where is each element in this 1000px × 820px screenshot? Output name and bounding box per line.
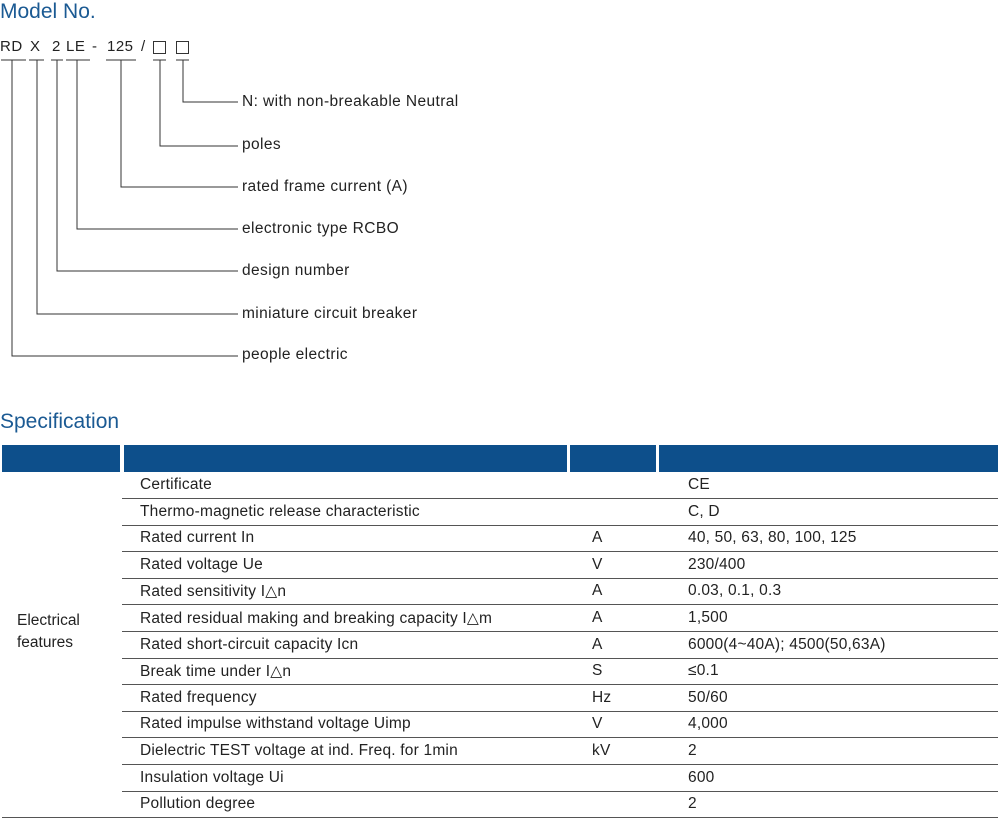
row-unit: kV: [592, 742, 611, 759]
row-unit: A: [592, 609, 603, 626]
row-value: ≤0.1: [688, 662, 719, 680]
legend-miniature: miniature circuit breaker: [242, 305, 418, 322]
header-cell: [124, 445, 567, 472]
model-heading: Model No.: [0, 0, 96, 23]
table-row: [122, 632, 998, 659]
row-item: Rated residual making and breaking capacity I△m: [140, 610, 493, 627]
group-label-line1: Electrical: [17, 612, 80, 629]
legend-neutral: N: with non-breakable Neutral: [242, 93, 459, 110]
table-row: [122, 552, 998, 579]
table-row: [122, 685, 998, 712]
row-item: Certificate: [140, 476, 212, 493]
legend-frame-current: rated frame current (A): [242, 178, 408, 195]
row-value: 6000(4~40A); 4500(50,63A): [688, 635, 886, 653]
header-cell: [570, 445, 656, 472]
code-2: 2: [52, 38, 61, 55]
table-row: [122, 578, 998, 605]
row-item: Dielectric TEST voltage at ind. Freq. for 1min: [140, 742, 458, 759]
table-row: [122, 791, 998, 818]
row-value: CE: [688, 476, 710, 493]
legend-design-number: design number: [242, 262, 350, 279]
table-body: [2, 472, 998, 819]
code-x: X: [30, 38, 41, 55]
table-row: [122, 605, 998, 632]
table-header: [2, 445, 998, 472]
code-slash: /: [141, 38, 146, 55]
row-value: C, D: [688, 502, 720, 520]
row-item: Rated frequency: [140, 688, 257, 706]
header-cell: [2, 445, 120, 472]
row-item: Thermo-magnetic release characteristic: [140, 502, 420, 520]
spec-heading: Specification: [0, 410, 120, 433]
legend-electronic-type: electronic type RCBO: [242, 220, 400, 237]
row-unit: A: [592, 582, 603, 600]
spec-table: [2, 445, 998, 819]
legend-people-electric: people electric: [242, 346, 348, 363]
row-value: 2: [688, 742, 697, 759]
row-item: Pollution degree: [140, 795, 256, 813]
row-value: 40, 50, 63, 80, 100, 125: [688, 529, 857, 547]
row-item: Rated short-circuit capacity Icn: [140, 635, 359, 653]
row-value: 0.03, 0.1, 0.3: [688, 582, 782, 600]
row-value: 2: [688, 795, 697, 813]
table-row: [122, 499, 998, 526]
row-unit: V: [592, 715, 603, 733]
row-unit: A: [592, 635, 603, 653]
row-unit: V: [592, 555, 603, 573]
code-le: LE: [66, 38, 86, 55]
row-value: 1,500: [688, 609, 728, 626]
table-row: [122, 658, 998, 685]
code-125: 125: [107, 38, 134, 55]
table-row: [122, 711, 998, 738]
code-dash: -: [92, 38, 98, 55]
row-unit: A: [592, 529, 603, 547]
code-rd: RD: [0, 38, 23, 55]
row-unit: Hz: [592, 688, 612, 706]
table-row: [122, 472, 998, 499]
group-label: [2, 610, 122, 654]
row-item: Rated impulse withstand voltage Uimp: [140, 715, 411, 733]
model-tree-lines: [0, 0, 1000, 380]
table-row: [122, 765, 998, 792]
legend-poles: poles: [242, 136, 282, 153]
row-item: Rated voltage Ue: [140, 555, 263, 573]
row-item: Break time under I△n: [140, 663, 292, 681]
row-value: 50/60: [688, 688, 728, 706]
row-item: Insulation voltage Ui: [140, 768, 284, 786]
table-row: [122, 738, 998, 765]
header-cell: [659, 445, 998, 472]
row-value: 600: [688, 768, 715, 786]
table-bottom-line: [2, 817, 998, 818]
table-row: [122, 525, 998, 552]
group-label-line2: features: [17, 634, 74, 651]
row-unit: S: [592, 662, 603, 680]
row-value: 230/400: [688, 555, 746, 573]
row-item: Rated current In: [140, 529, 255, 547]
row-item: Rated sensitivity I△n: [140, 583, 287, 601]
row-value: 4,000: [688, 715, 728, 733]
